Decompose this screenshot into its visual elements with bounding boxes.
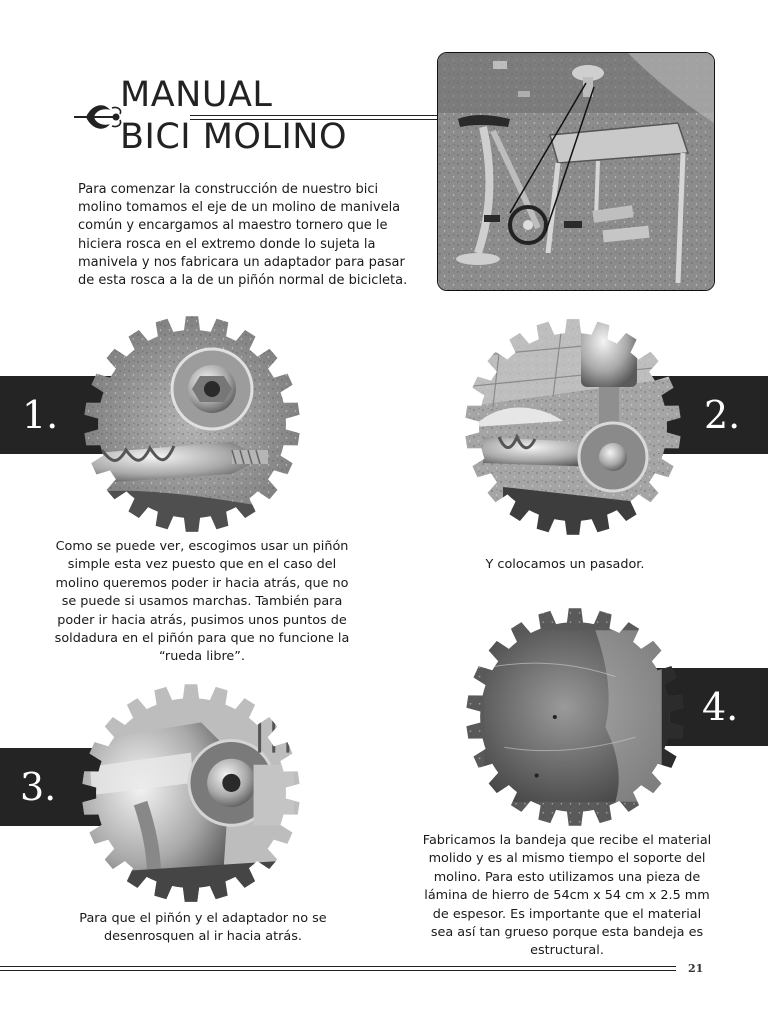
- step-2-caption: Y colocamos un pasador.: [485, 557, 645, 572]
- step-1-number: 1.: [22, 393, 59, 437]
- title-line-1: MANUAL: [120, 75, 273, 115]
- step-4-caption: Fabricamos la bandeja que recibe el material molido y es al mismo tiempo el soporte del molino. Para esto utilizamos una pieza de lámina de hierro de 54cm x 54 cm x 2.5 mm de espesor. Es importante que el material sea así tan grueso porque esta bandeja es estructural.: [422, 833, 712, 959]
- step-4-photo: [464, 606, 686, 828]
- intro-paragraph: Para comenzar la construcción de nuestro bici molino tomamos el eje de un molino de manivela común y encargamos al maestro tornero que le hiciera rosca en el extremo donde lo sujeta la manivela y nos fabricara un adaptador para pasar de esta rosca a la de un piñón normal de bicicleta.: [78, 182, 408, 289]
- step-3-photo: [80, 682, 302, 904]
- step-1-caption: Como se puede ver, escogimos usar un piñón simple esta vez puesto que en el caso del molino queremos poder ir hacia atrás, que no se puede si usamos marchas. También para poder ir hacia atrás, pusimos unos puntos de soldadura en el piñón para que no funcione la “rueda libre”.: [54, 539, 350, 665]
- bike-mill-photo: [437, 52, 715, 291]
- step-3-number: 3.: [20, 765, 57, 809]
- step-4-number: 4.: [702, 685, 739, 729]
- title-line-2: BICI MOLINO: [120, 117, 348, 157]
- step-2-photo: [463, 317, 683, 537]
- step-3-caption: Para que el piñón y el adaptador no se desenrosquen al ir hacia atrás.: [79, 911, 327, 945]
- step-1-photo: [82, 314, 302, 534]
- title-block: [70, 74, 450, 164]
- footer-rule: [0, 970, 676, 971]
- footer-rule: [0, 966, 676, 967]
- page-number: 21: [688, 962, 704, 975]
- fleuron-ornament-icon: [72, 98, 124, 136]
- step-2-number: 2.: [704, 393, 741, 437]
